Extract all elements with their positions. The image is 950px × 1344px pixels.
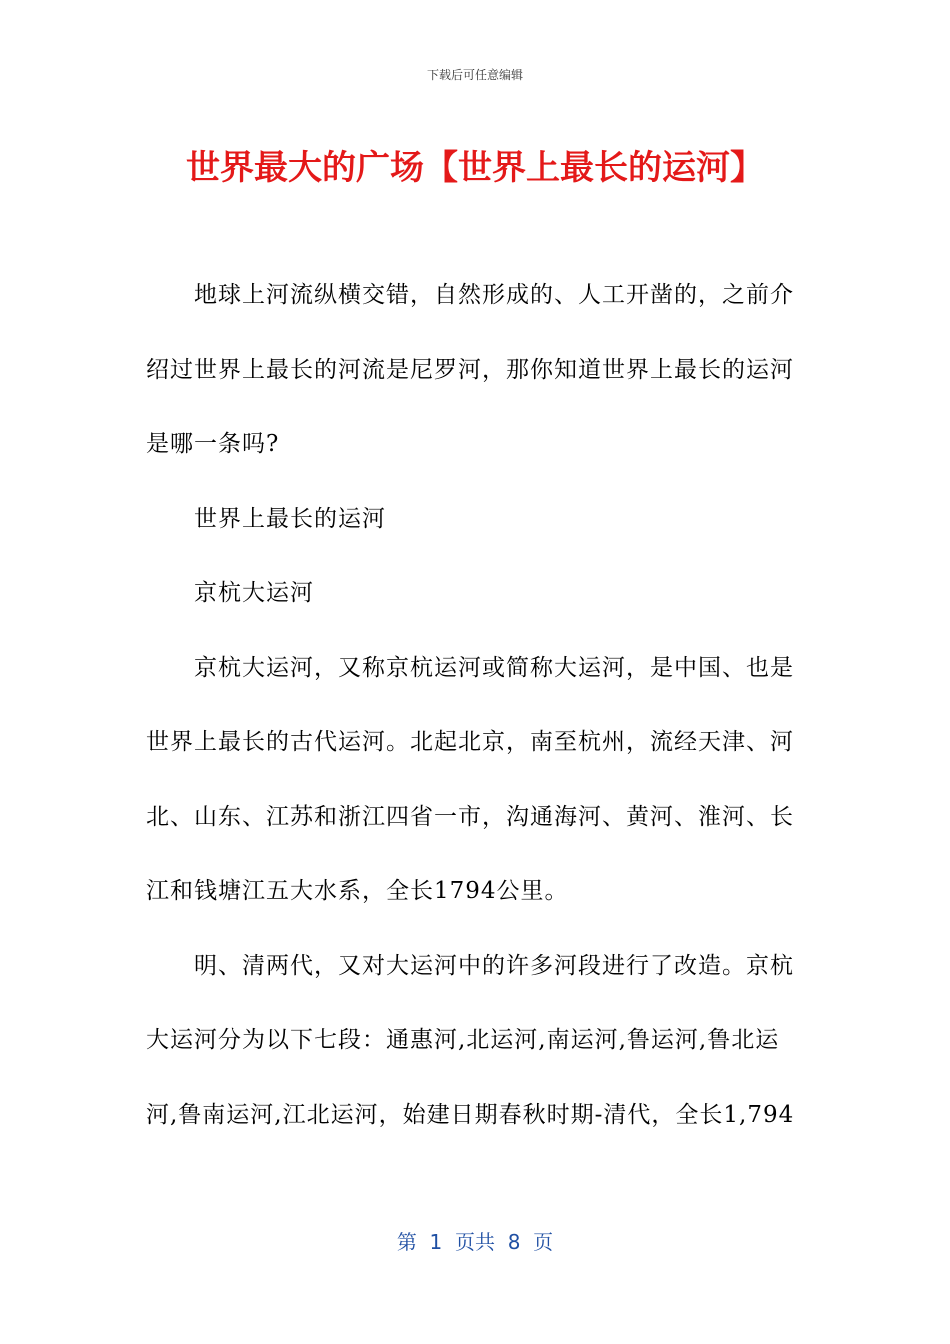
paragraph-heading-longest-canal: 世界上最长的运河 xyxy=(194,505,386,532)
header-note: 下载后可任意编辑 xyxy=(426,68,523,82)
document-body xyxy=(146,258,796,1152)
paragraph-intro: 地球上河流纵横交错，自然形成的、人工开凿的，之前介绍过世界上最长的河流是尼罗河，那你知道世界上最长的运河是哪一条吗? xyxy=(146,282,794,457)
paragraph-ming-qing: 明、清两代，又对大运河中的许多河段进行了改造。京杭大运河分为以下七段：通惠河,北运河,南运河,鲁运河,鲁北运河,鲁南运河,江北运河，始建日期春秋时期-清代，全长1,794 xyxy=(146,952,795,1128)
paragraph-grand-canal-description: 京杭大运河，又称京杭运河或简称大运河，是中国、也是世界上最长的古代运河。北起北京，南至杭州，流经天津、河北、山东、江苏和浙江四省一市，沟通海河、黄河、淮河、长江和钱塘江五大水系，全长1794公里。 xyxy=(146,654,794,904)
paragraph-heading-grand-canal: 京杭大运河 xyxy=(194,580,314,606)
document-title: 世界最大的广场【世界上最长的运河】 xyxy=(186,148,764,188)
page-number-footer: 第 1 页共 8 页 xyxy=(396,1230,554,1254)
